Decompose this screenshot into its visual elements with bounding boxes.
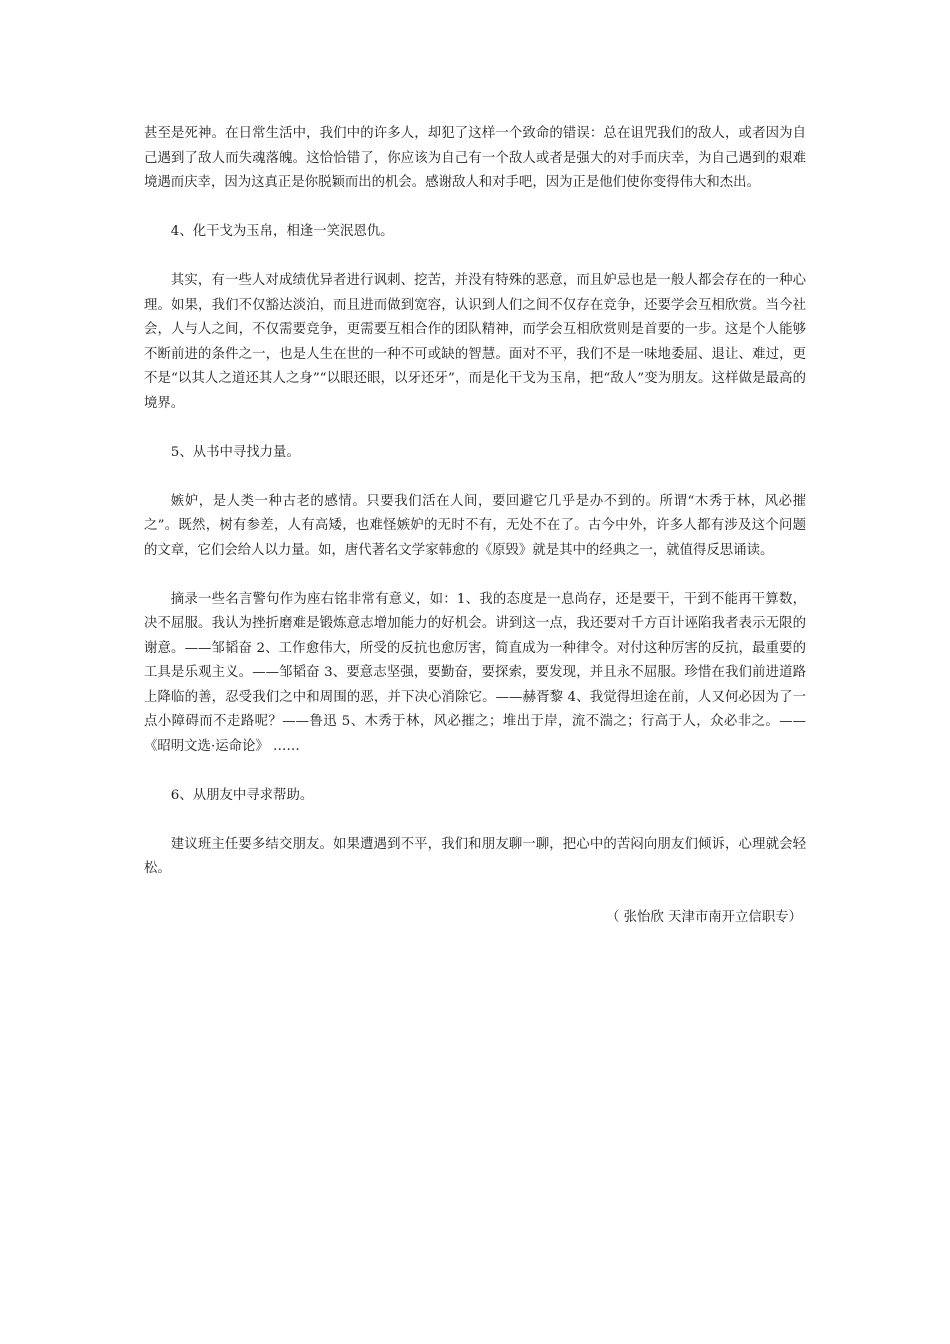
paragraph-body-3: 嫉妒，是人类一种古老的感情。只要我们活在人间，要回避它几乎是办不到的。所谓“木秀于林，风必摧之”。既然，树有参差，人有高矮，也难怪嫉妒的无时不有，无处不在了。古今中外，许多人都有涉及这个问题的文章，它们会给人以力量。如，唐代著名文学家韩愈的《原毁》就是其中的经典之一，就值得反思诵读。 — [144, 493, 806, 558]
section-heading-4: 4、化干戈为玉帛，相逢一笑泯恩仇。 — [170, 224, 394, 239]
document-page — [144, 122, 806, 931]
author-signature: （ 张怡欣 天津市南开立信职专） — [606, 910, 802, 925]
paragraph-body-4: 建议班主任要多结交朋友。如果遭遇到不平，我们和朋友聊一聊，把心中的苦闷向朋友们倾诉，心理就会轻松。 — [144, 836, 806, 876]
paragraph-quotes: 摘录一些名言警句作为座右铭非常有意义，如：1、我的态度是一息尚存，还是要干，干到不能再干算数，决不屈服。我认为挫折磨难是锻炼意志增加能力的好机会。讲到这一点，我还要对千方百计诬陷我者表示无限的谢意。——邹韬奋 2、工作愈伟大，所受的反抗也愈厉害，简直成为一种律令。对付这种厉害的反抗，最重要的工具是乐观主义。——邹韬奋 3、要意志坚强，要勤奋，要探索，要发现，并且永不屈服。珍惜在我们前进道路上降临的善，忍受我们之中和周围的恶，并下决心消除它。——赫胥黎 4、我觉得坦途在前，人又何必因为了一点小障碍而不走路呢？——鲁迅 5、木秀于林，风必摧之；堆出于岸，流不湍之；行高于人，众必非之。——《昭明文选·运命论》 …… — [144, 591, 806, 754]
paragraph-body-2: 其实，有一些人对成绩优异者进行讽刺、挖苦，并没有特殊的恶意，而且妒忌也是一般人都会存在的一种心理。如果，我们不仅豁达淡泊，而且进而做到宽容，认识到人们之间不仅存在竞争，还要学会互相欣赏。当今社会，人与人之间，不仅需要竞争，更需要互相合作的团队精神，而学会互相欣赏则是首要的一步。这是个人能够不断前进的条件之一，也是人生在世的一种不可或缺的智慧。面对不平，我们不是一味地委屈、退让、难过，更不是“以其人之道还其人之身”“以眼还眼，以牙还牙”，而是化干戈为玉帛，把“敌人”变为朋友。这样做是最高的境界。 — [144, 273, 806, 411]
section-heading-5: 5、从书中寻找力量。 — [170, 444, 300, 460]
section-heading-6: 6、从朋友中寻求帮助。 — [170, 787, 314, 803]
paragraph-body-1: 甚至是死神。在日常生活中，我们中的许多人，却犯了这样一个致命的错误：总在诅咒我们的敌人，或者因为自己遇到了敌人而失魂落魄。这恰恰错了，你应该为自己有一个敌人或者是强大的对手而庆幸，为自己遇到的艰难境遇而庆幸，因为这真正是你脱颖而出的机会。感谢敌人和对手吧，因为正是他们使你变得伟大和杰出。 — [144, 126, 806, 190]
